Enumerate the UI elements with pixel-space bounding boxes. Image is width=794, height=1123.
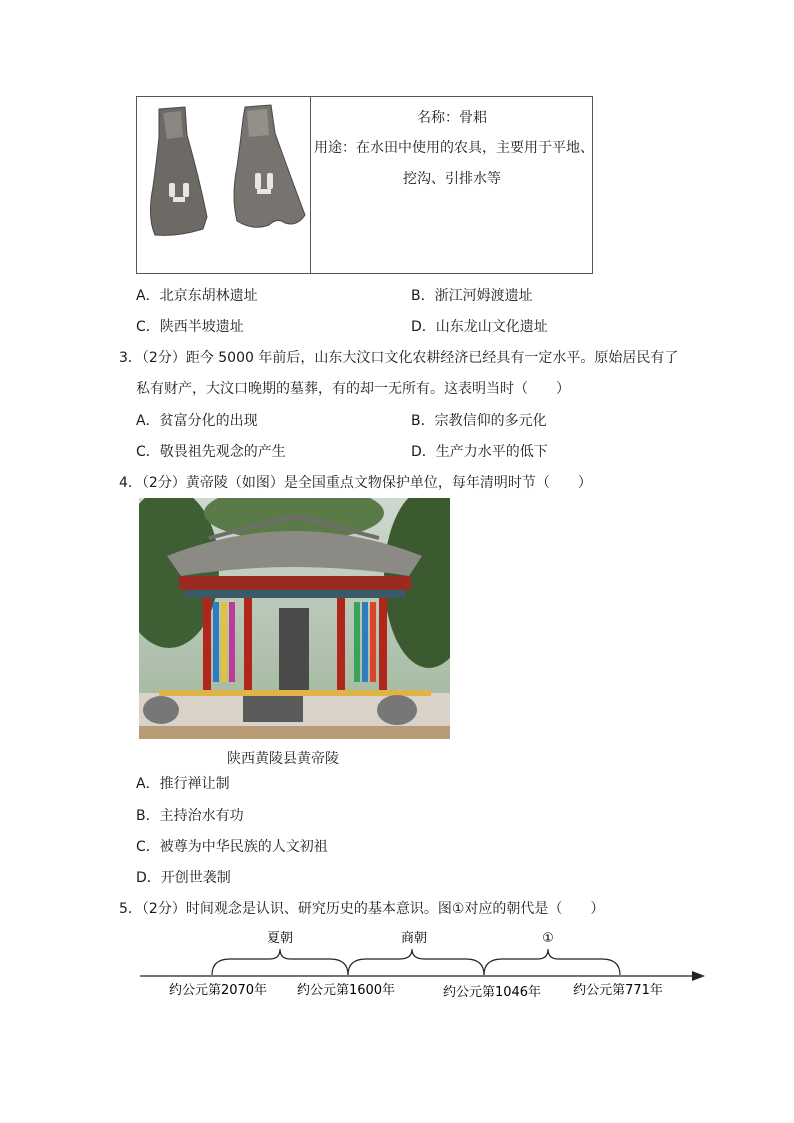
q5-stem: 5．（2分）时间观念是认识、研究历史的基本意识。图①对应的朝代是（ ） bbox=[119, 901, 605, 917]
q2-option-a[interactable]: A．北京东胡林遗址 bbox=[136, 288, 258, 304]
q3-option-a[interactable]: A．贫富分化的出现 bbox=[136, 413, 258, 429]
huangdi-mausoleum-photo bbox=[139, 498, 450, 739]
period-label-xia: 夏朝 bbox=[266, 931, 294, 946]
timeline-diagram bbox=[130, 925, 710, 1005]
artifact-usage-line2: 挖沟、引排水等 bbox=[403, 171, 501, 187]
artifact-table bbox=[136, 96, 593, 274]
artifact-usage-line1: 用途：在水田中使用的农具，主要用于平地、 bbox=[314, 140, 594, 156]
q3-stem-line1: 3．（2分）距今 5000 年前后，山东大汶口文化农耕经济已经具有一定水平。原始居民有了 bbox=[119, 350, 679, 366]
period-label-1: ① bbox=[542, 931, 554, 946]
bone-spade-image bbox=[137, 97, 309, 273]
brace-shang bbox=[348, 949, 484, 975]
photo-caption: 陕西黄陵县黄帝陵 bbox=[227, 751, 339, 767]
q3-option-b[interactable]: B．宗教信仰的多元化 bbox=[411, 413, 547, 429]
brace-period-1 bbox=[484, 949, 620, 975]
q2-option-d[interactable]: D．山东龙山文化遗址 bbox=[411, 319, 548, 335]
q4-option-d[interactable]: D．开创世袭制 bbox=[136, 870, 231, 886]
tick-label-1600: 约公元第1600年 bbox=[296, 983, 396, 998]
q2-option-c[interactable]: C．陕西半坡遗址 bbox=[136, 319, 244, 335]
table-divider bbox=[310, 97, 311, 273]
q3-option-d[interactable]: D．生产力水平的低下 bbox=[411, 444, 548, 460]
q4-option-b[interactable]: B．主持治水有功 bbox=[136, 808, 244, 824]
q3-stem-line2: 私有财产，大汶口晚期的墓葬，有的却一无所有。这表明当时（ ） bbox=[136, 381, 570, 397]
q4-stem: 4．（2分）黄帝陵（如图）是全国重点文物保护单位，每年清明时节（ ） bbox=[119, 475, 592, 491]
tick-label-1046: 约公元第1046年 bbox=[442, 985, 542, 1000]
q3-option-c[interactable]: C．敬畏祖先观念的产生 bbox=[136, 444, 286, 460]
tick-label-771: 约公元第771年 bbox=[573, 983, 663, 998]
timeline-arrow-icon bbox=[692, 971, 705, 981]
tick-label-2070: 约公元第2070年 bbox=[168, 983, 268, 998]
brace-xia bbox=[212, 949, 348, 975]
period-label-shang: 商朝 bbox=[400, 931, 428, 946]
q4-option-c[interactable]: C．被尊为中华民族的人文初祖 bbox=[136, 839, 328, 855]
artifact-name: 名称：骨耜 bbox=[417, 110, 487, 126]
q4-option-a[interactable]: A．推行禅让制 bbox=[136, 776, 230, 792]
q2-option-b[interactable]: B．浙江河姆渡遗址 bbox=[411, 288, 533, 304]
